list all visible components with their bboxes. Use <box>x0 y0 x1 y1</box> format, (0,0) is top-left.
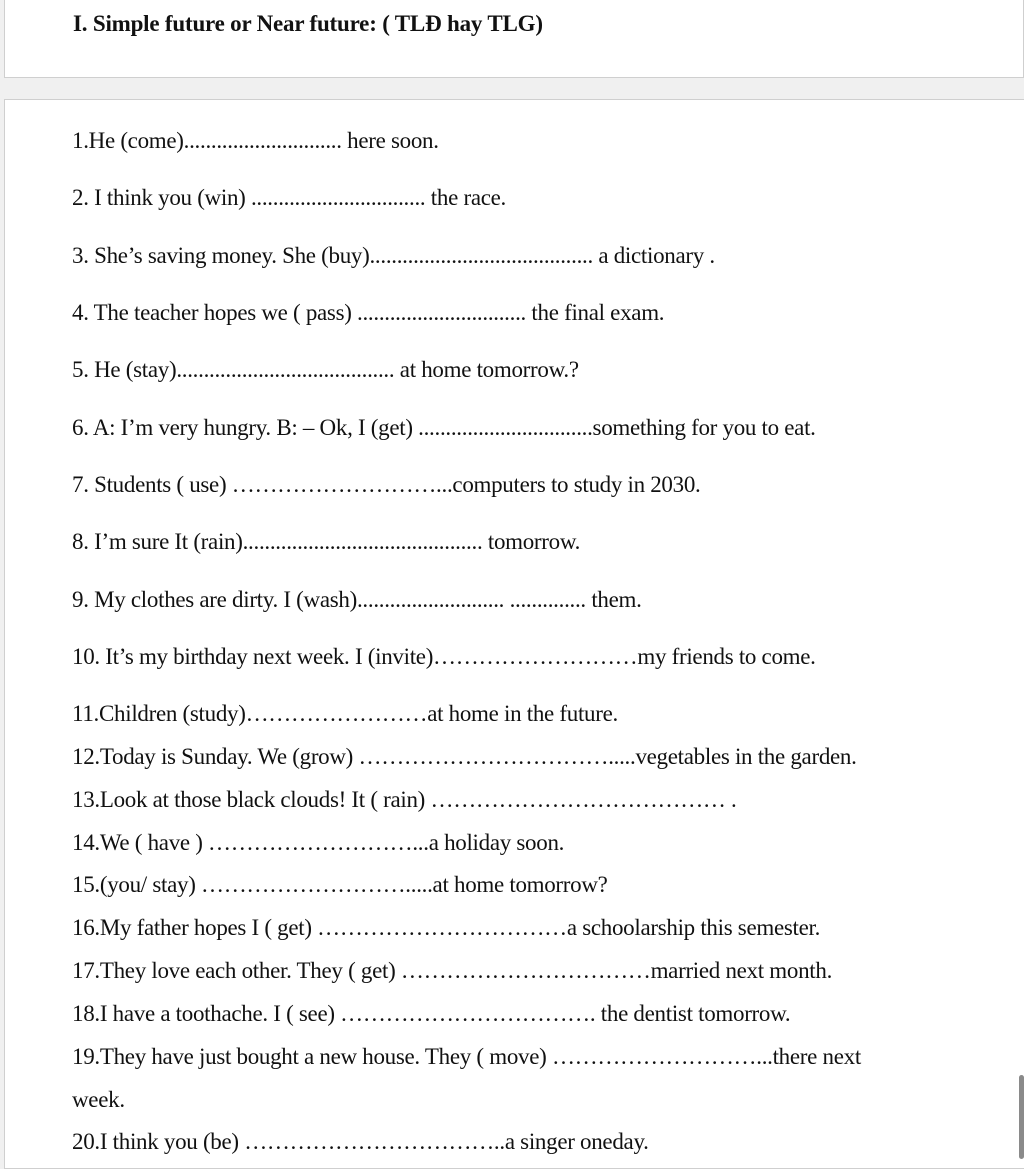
question-4: 4. The teacher hopes we ( pass) ............................... the final exam. <box>72 300 665 325</box>
question-19-continuation: week. <box>72 1087 125 1112</box>
scrollbar-thumb[interactable] <box>1019 1075 1024 1159</box>
question-3: 3. She’s saving money. She (buy)......................................... a dictionary . <box>72 243 715 268</box>
question-15: 15.(you/ stay) ……………………….....at home tomorrow? <box>72 872 608 897</box>
question-11: 11.Children (study)……………………at home in the future. <box>72 701 618 726</box>
section-title: I. Simple future or Near future: ( TLĐ hay TLG) <box>73 11 543 36</box>
question-7: 7. Students ( use) ………………………...computers to study in 2030. <box>72 472 701 497</box>
question-20: 20.I think you (be) ……………………………..a singer oneday. <box>72 1129 649 1154</box>
title-page <box>4 0 1024 78</box>
question-1: 1.He (come)............................. here soon. <box>72 128 439 153</box>
question-14: 14.We ( have ) ………………………...a holiday soon. <box>72 830 565 855</box>
question-19: 19.They have just bought a new house. They ( move) ………………………...there next <box>72 1044 861 1069</box>
question-2: 2. I think you (win) ................................ the race. <box>72 185 506 210</box>
question-18: 18.I have a toothache. I ( see) ……………………………. the dentist tomorrow. <box>72 1001 791 1026</box>
question-10: 10. It’s my birthday next week. I (invite)………………………my friends to come. <box>72 644 816 669</box>
question-6: 6. A: I’m very hungry. B: – Ok, I (get) ................................something for you to eat. <box>72 415 816 440</box>
question-16: 16.My father hopes I ( get) ……………………………a schoolarship this semester. <box>72 915 821 940</box>
question-8: 8. I’m sure It (rain)............................................ tomorrow. <box>72 529 581 554</box>
question-13: 13.Look at those black clouds! It ( rain) ………………………………… . <box>72 787 737 812</box>
question-17: 17.They love each other. They ( get) ……………………………married next month. <box>72 958 833 983</box>
question-12: 12.Today is Sunday. We (grow) …………………………….....vegetables in the garden. <box>72 744 857 769</box>
question-5: 5. He (stay)........................................ at home tomorrow.? <box>72 357 579 382</box>
question-9: 9. My clothes are dirty. I (wash)........................... .............. them. <box>72 587 642 612</box>
